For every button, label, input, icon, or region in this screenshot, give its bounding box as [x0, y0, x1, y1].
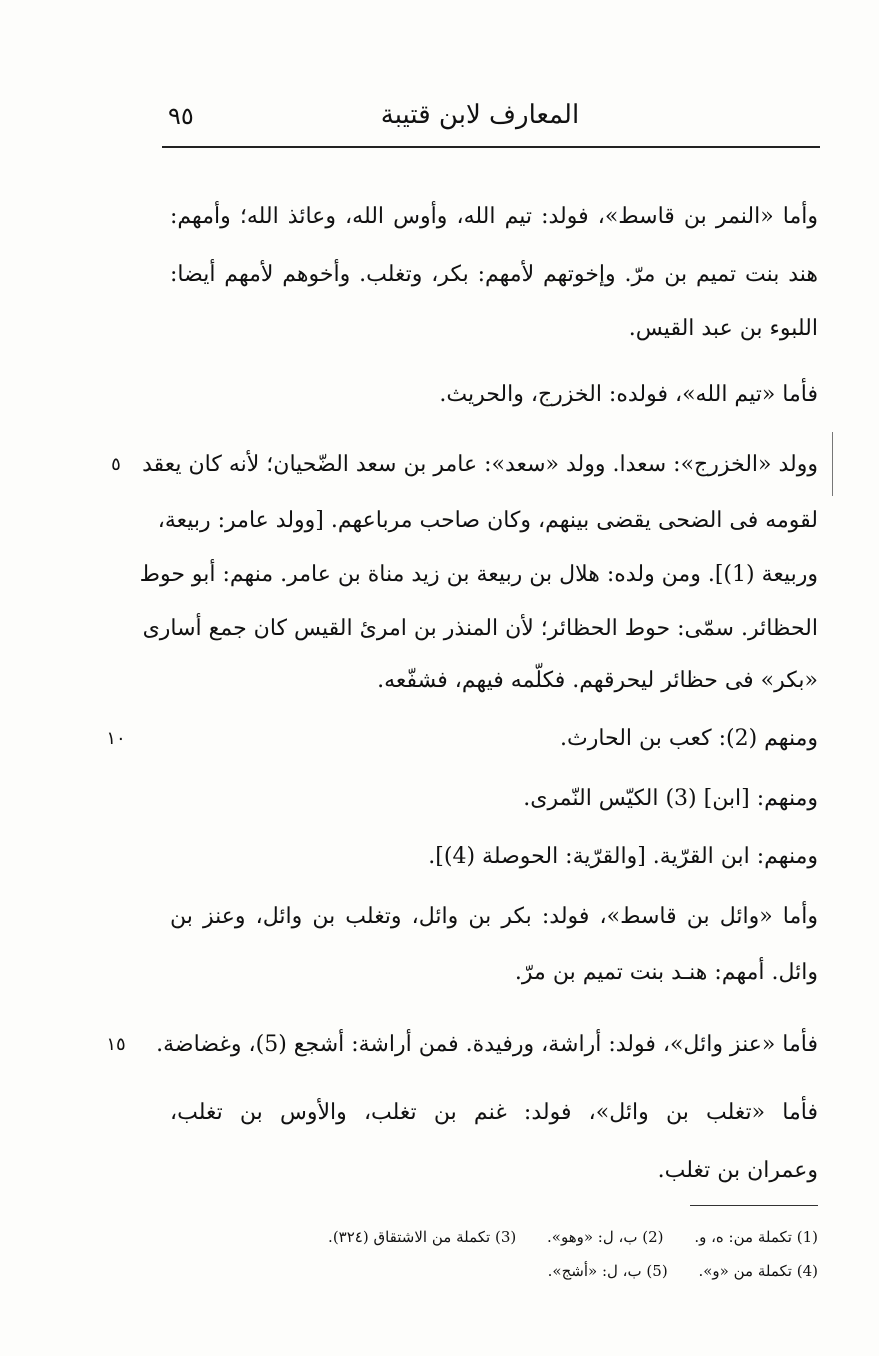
text-line: وأما «وائل بن قاسط»، فولد: بكر بن وائل، وتغلب بن وائل، وعنز بن [170, 904, 818, 929]
text-line: وعمران بن تغلب. [657, 1158, 818, 1183]
text-line: الحظائر. سمّى: حوط الحظائر؛ لأن المنذر بن امرئ القيس كان جمع أسارى [142, 616, 818, 641]
text-line: «بكر» فى حظائر ليحرقهم. فكلّمه فيهم، فشفّعه. [377, 668, 818, 693]
margin-line-number: ٥ [111, 454, 121, 475]
margin-line-number: ١٠ [106, 728, 126, 749]
footnote: (2) ب، ل: «وهو». [547, 1228, 664, 1246]
page-number: ٩٥ [168, 102, 194, 130]
footnote-rule [690, 1205, 818, 1206]
text-line: فأما «تيم الله»، فولده: الخزرج، والحريث. [439, 382, 818, 407]
footnote-line [170, 1256, 818, 1286]
text-line: هند بنت تميم بن مرّ. وإخوتهم لأمهم: بكر، وتغلب. وأخوهم لأمهم أيضا: [170, 262, 818, 287]
footnote: (5) ب، ل: «أشج». [547, 1262, 668, 1280]
footnote: (4) تكملة من «و». [698, 1262, 818, 1280]
text-line: وولد «الخزرج»: سعدا. وولد «سعد»: عامر بن سعد الضّحيان؛ لأنه كان يعقد [142, 452, 818, 477]
footnote: (1) تكملة من: ه، و. [694, 1228, 818, 1246]
running-header-title: المعارف لابن قتيبة [380, 100, 580, 130]
text-line: ومنهم: [ابن] (3) الكيّس النّمرى. [523, 786, 818, 811]
text-line: وائل. أمهم: هنـد بنت تميم بن مرّ. [514, 960, 818, 985]
margin-mark [832, 432, 833, 496]
text-line: فأما «عنز وائل»، فولد: أراشة، ورفيدة. فمن أراشة: أشجع (5)، وغضاضة. [156, 1032, 818, 1057]
text-line: ومنهم (2): كعب بن الحارث. [560, 726, 818, 751]
footnote-line [170, 1222, 818, 1252]
text-line: اللبوء بن عبد القيس. [628, 316, 818, 341]
margin-line-number: ١٥ [106, 1034, 126, 1055]
text-line: لقومه فى الضحى يقضى بينهم، وكان صاحب مرباعهم. [وولد عامر: ربيعة، [157, 508, 818, 533]
footnote: (3) تكملة من الاشتقاق (٣٢٤). [328, 1228, 517, 1246]
text-line: وربيعة (1)]. ومن ولده: هلال بن ربيعة بن زيد مناة بن عامر. منهم: أبو حوط [139, 562, 818, 587]
header-rule [162, 146, 820, 148]
text-line: وأما «النمر بن قاسط»، فولد: تيم الله، وأوس الله، وعائذ الله؛ وأمهم: [170, 204, 818, 229]
text-line: فأما «تغلب بن وائل»، فولد: غنم بن تغلب، والأوس بن تغلب، [170, 1100, 818, 1125]
text-line: ومنهم: ابن القرّية. [والقرّية: الحوصلة (4)]. [428, 844, 818, 869]
